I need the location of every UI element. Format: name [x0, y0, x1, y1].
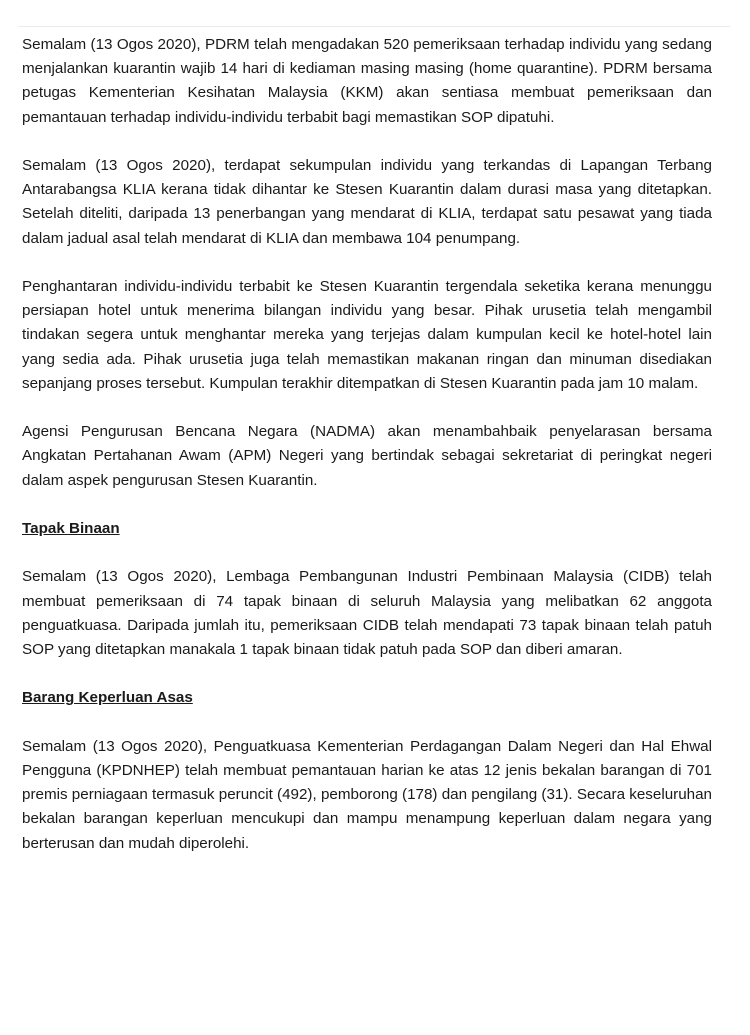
paragraph-nadma: Agensi Pengurusan Bencana Negara (NADMA) akan menambahbaik penyelarasan bersama Angkatan Pertahanan Awam (APM) Negeri yang bertindak sebagai sekretariat di peringkat negeri dalam aspek pengurusan Stesen Kuarantin.: [22, 423, 712, 489]
section-heading-barang-keperluan: Barang Keperluan Asas: [22, 689, 193, 707]
paragraph-quarantine-delivery: Penghantaran individu-individu terbabit ke Stesen Kuarantin tergendala seketika kerana menunggu persiapan hotel untuk menerima bilangan individu yang besar. Pihak urusetia telah mengambil tindakan segera untuk menghantar mereka yang terjejas dalam kumpulan kecil ke hotel-hotel lain yang sedia ada. Pihak urusetia juga telah memastikan makanan ringan dan minuman disediakan sepanjang proses tersebut. Kumpulan terakhir ditempatkan di Stesen Kuarantin pada jam 10 malam.: [22, 278, 712, 392]
top-divider: [18, 26, 730, 27]
paragraph-barang-keperluan: Semalam (13 Ogos 2020), Penguatkuasa Kementerian Perdagangan Dalam Negeri dan Hal Ehwal Pengguna (KPDNHEP) telah membuat pemantauan harian ke atas 12 jenis bekalan barangan di 701 premis perniagaan termasuk peruncit (492), pemborong (178) dan pengilang (31). Secara keseluruhan bekalan barangan keperluan mencukupi dan mampu menampung keperluan dalam negara yang berterusan dan mudah diperolehi.: [22, 737, 712, 852]
paragraph-pdrm-home-quarantine: Semalam (13 Ogos 2020), PDRM telah mengadakan 520 pemeriksaan terhadap individu yang sedang menjalankan kuarantin wajib 14 hari di kediaman masing masing (home quarantine). PDRM bersama petugas Kementerian Kesihatan Malaysia (KKM) akan sentiasa membuat pemeriksaan dan pemantauan terhadap individu-individu terbabit bagi memastikan SOP dipatuhi.: [22, 36, 712, 126]
paragraph-klia-stranded: Semalam (13 Ogos 2020), terdapat sekumpulan individu yang terkandas di Lapangan Terbang Antarabangsa KLIA kerana tidak dihantar ke Stesen Kuarantin dalam durasi masa yang ditetapkan. Setelah diteliti, daripada 13 penerbangan yang mendarat di KLIA, terdapat satu pesawat yang tiada dalam jadual asal telah mendarat di KLIA dan membawa 104 penumpang.: [22, 157, 712, 247]
section-heading-tapak-binaan: Tapak Binaan: [22, 520, 120, 537]
document-body: [22, 33, 712, 880]
paragraph-tapak-binaan: Semalam (13 Ogos 2020), Lembaga Pembangunan Industri Pembinaan Malaysia (CIDB) telah membuat pemeriksaan di 74 tapak binaan di seluruh Malaysia yang melibatkan 62 anggota penguatkuasa. Daripada jumlah itu, pemeriksaan CIDB telah mendapati 73 tapak binaan telah patuh SOP yang ditetapkan manakala 1 tapak binaan tidak patuh pada SOP dan diberi amaran.: [22, 568, 712, 658]
